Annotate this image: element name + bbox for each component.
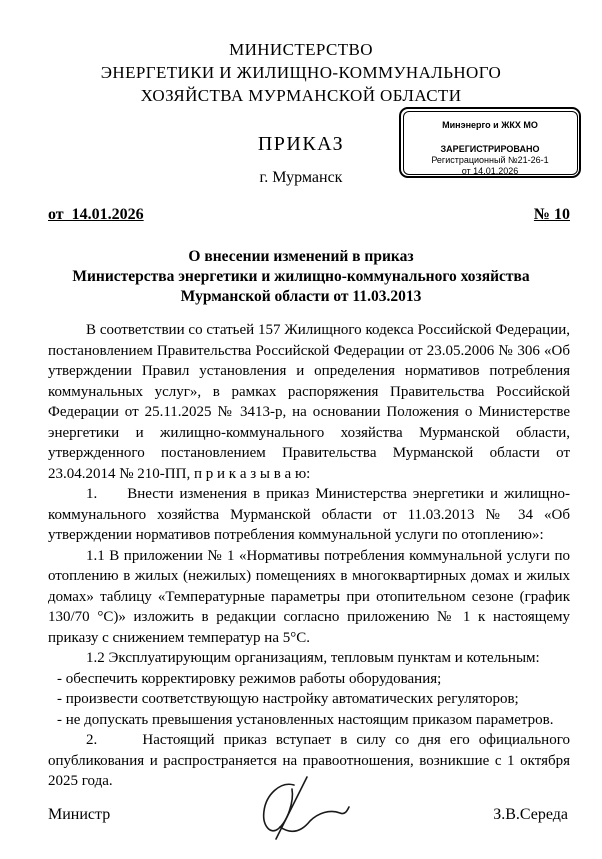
dash-item: - произвести соответствующую настройку автоматических регуляторов; [57, 691, 519, 707]
minister-name: З.В.Середа [493, 806, 568, 823]
paragraph-item-1: 1. Внести изменения в приказ Министерства энергетики и жилищно-коммунального хозяйства Мурманской области от 11.03.2013 № 34 «Об утверждении нормативов потребления коммунальной услуги по отоплению»: [48, 486, 570, 543]
doc-type-title: ПРИКАЗ [257, 133, 345, 155]
ministry-header [0, 0, 602, 107]
stamp-org: Минэнерго и ЖКХ МО [442, 119, 538, 130]
dash-item: - обеспечить корректировку режимов работы оборудования; [57, 670, 442, 687]
stamp-reg-date: от 14.01.2026 [461, 165, 519, 176]
subject-line: Министерства энергетики и жилищно-коммунального хозяйства [72, 268, 530, 285]
paragraph-item-1-1: 1.1 В приложении № 1 «Нормативы потребления коммунальной услуги по отоплению в жилых (нежилых) помещениях в многоквартирных домах и жилых домах» таблицу «Температурные параметры при отопительном сезоне (график 130/70 °С)» изложить в редакции согласно приложению № 1 к настоящему приказу с снижением температур на 5°С. [48, 547, 570, 646]
order-date: от 14.01.2026 [48, 206, 144, 223]
subject-line: О внесении изменений в приказ [188, 248, 414, 265]
paragraph-item-2: 2. Настоящий приказ вступает в силу со дня его официального опубликования и распространяется на правоотношения, возникшие с 1 октября 2025 года. [48, 732, 570, 789]
order-body [48, 320, 570, 792]
paragraph-item-1-2: 1.2 Эксплуатирующим организациям, тепловым пунктам и котельным: [86, 650, 540, 666]
signature-row [48, 806, 568, 824]
date-number-row [48, 206, 570, 224]
ministry-name-line: МИНИСТЕРСТВО [229, 40, 373, 59]
registration-stamp-inner [403, 111, 578, 175]
city-line: г. Мурманск [259, 169, 343, 186]
registration-stamp [399, 107, 581, 178]
stamp-reg-number: Регистрационный №21-26-1 [431, 154, 549, 165]
ministry-name-line: ХОЗЯЙСТВА МУРМАНСКОЙ ОБЛАСТИ [140, 86, 462, 105]
order-number: № 10 [533, 206, 570, 223]
ministry-name-line: ЭНЕРГЕТИКИ И ЖИЛИЩНО-КОММУНАЛЬНОГО [100, 63, 502, 82]
paragraph-preamble: В соответствии со статьей 157 Жилищного кодекса Российской Федерации, постановлением Правительства Российской Федерации от 23.05.2006 № 306 «Об утверждении Правил установления и определения нормативов потребления коммунальных услуг», в рамках распоряжения Правительства Российской Федерации от 25.11.2025 № 3413-р, на основании Положения о Министерстве энергетики и жилищно-коммунального хозяйства Мурманской области, утвержденного постановлением Правительства Мурманской области от 23.04.2014 № 210-ПП, п р и к а з ы в а ю: [48, 322, 570, 482]
stamp-status: ЗАРЕГИСТРИРОВАНО [440, 143, 540, 154]
order-subject [0, 247, 602, 307]
dash-item: - не допускать превышения установленных настоящим приказом параметров. [57, 711, 554, 728]
subject-line: Мурманской области от 11.03.2013 [180, 288, 422, 305]
minister-title: Министр [48, 806, 111, 823]
